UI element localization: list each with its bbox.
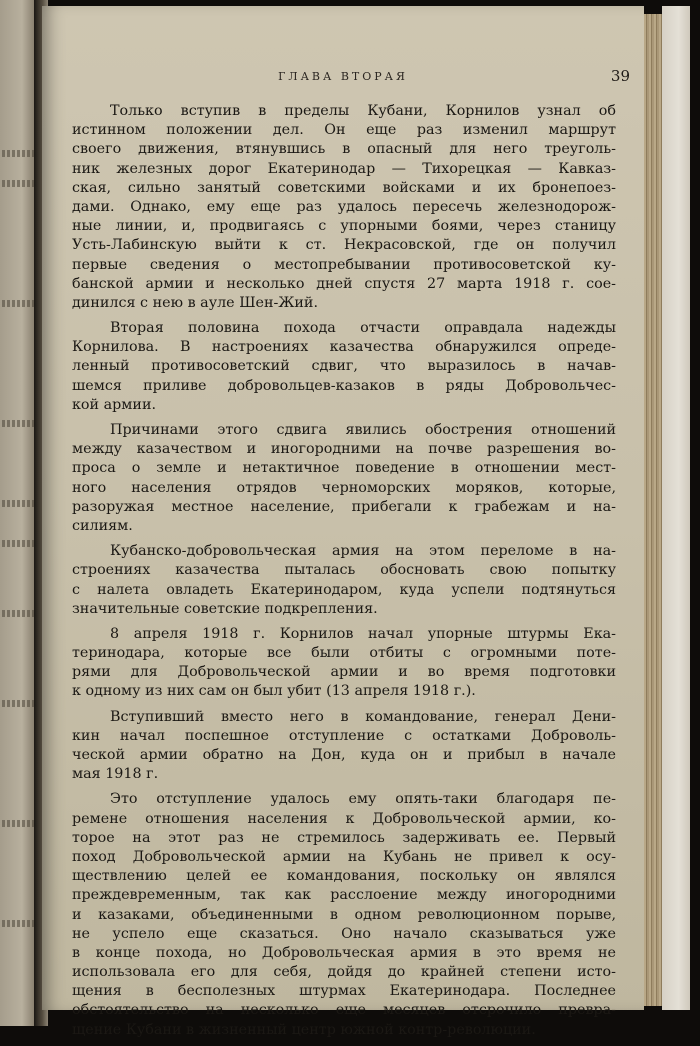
text-line: ществлению целей ее командования, поскольку он являлся [72, 868, 616, 885]
left-page-text-fragment [2, 300, 36, 307]
book-back-cover [662, 6, 690, 1010]
text-line: дами. Однако, ему еще раз удалось пересечь железнодорож- [72, 198, 616, 215]
text-line: торое на этот раз не стремилось задерживать ее. Первый [72, 829, 616, 846]
text-line: с налета овладеть Екатеринодаром, куда успели подтянуться [72, 581, 616, 598]
text-line: между казачеством и иногородними на почве разрешения во- [72, 441, 616, 458]
text-line: шемся приливе добровольцев-казаков в ряды Добровольчес- [72, 377, 616, 394]
text-line: Кубанско-добровольческая армия на этом переломе в на- [110, 543, 616, 560]
text-line: ческой армии обратно на Дон, куда он и прибыл в начале [72, 747, 616, 763]
left-page-text-fragment [2, 420, 36, 427]
text-line: и казаками, объединенными в одном революционном порыве, [72, 906, 616, 923]
text-line: Усть-Лабинскую выйти к ст. Некрасовской, где он получил [72, 237, 616, 254]
book-page [42, 6, 644, 1038]
text-line: к одному из них сам он был убит (13 апреля 1918 г.). [72, 683, 476, 700]
left-page-text-fragment [2, 920, 36, 927]
text-line: ремене отношения населения к Добровольческой армии, ко- [72, 810, 616, 827]
paragraph [72, 790, 616, 1039]
text-line: преждевременным, так как расслоение между иногородними [72, 887, 616, 904]
left-page-text-fragment [2, 610, 36, 617]
page-number: 39 [610, 67, 630, 85]
text-line: ленный противосоветский сдвиг, что выразилось в начав- [72, 358, 616, 375]
page-edges [644, 14, 663, 1006]
paragraph [72, 102, 616, 313]
text-line: щение Кубани в жизненный центр южной контр-революции. [72, 1021, 536, 1038]
text-line: Причинами этого сдвига явились обострения отношений [110, 422, 616, 438]
left-page-text-fragment [2, 150, 36, 157]
text-line: строениях казачества пыталась обосновать свою попытку [72, 562, 616, 579]
text-line: обстоятельство на несколько еще месяцев отсрочило превра- [72, 1002, 616, 1019]
text-line: ник железных дорог Екатеринодар — Тихорецкая — Кавказ- [72, 160, 616, 177]
text-line: кой армии. [72, 396, 157, 413]
text-line: своего движения, втянувшись в опасный для него треуголь- [72, 141, 616, 158]
text-line: щения в бесполезных штурмах Екатеринодара. Последнее [72, 983, 616, 1000]
text-line: кин начал поспешное отступление с остатками Доброволь- [72, 727, 616, 744]
text-line: ного населения отрядов черноморских моряков, которые, [72, 479, 616, 496]
text-line: проса о земле и нетактичное поведение в отношении мест- [72, 460, 616, 477]
left-page-text-fragment [2, 180, 36, 187]
text-line: Только вступив в пределы Кубани, Корнилов узнал об [110, 103, 616, 119]
text-line: значительные советские подкрепления. [72, 600, 378, 617]
text-line: в конце похода, но Добровольческая армия в это время не [72, 944, 616, 961]
text-line: Вступивший вместо него в командование, генерал Дени- [110, 708, 616, 725]
paragraph [72, 625, 616, 702]
text-line: первые сведения о местопребывании противосоветской ку- [72, 256, 616, 273]
paragraph [72, 542, 616, 619]
left-page-text-fragment [2, 540, 36, 547]
text-line: разоружая местное население, прибегали к грабежам и на- [72, 498, 616, 515]
paragraph [72, 421, 616, 536]
text-line: динился с нею в ауле Шен-Жий. [72, 294, 318, 311]
text-line: банской армии и несколько дней спустя 27 марта 1918 г. сое- [72, 275, 616, 292]
text-line: силиям. [72, 517, 133, 534]
text-line: 8 апреля 1918 г. Корнилов начал упорные штурмы Ека- [110, 625, 616, 642]
running-head: ГЛАВА ВТОРАЯ [278, 70, 408, 83]
text-line: использовала его для себя, дойдя до крайней степени исто- [72, 964, 616, 981]
text-line: Вторая половина похода отчасти оправдала надежды [110, 320, 616, 337]
left-page-text-fragment [2, 500, 36, 507]
text-line: ные линии, и, продвигаясь с упорными боями, через станицу [72, 218, 616, 235]
text-line: Это отступление удалось ему опять-таки благодаря пе- [110, 791, 616, 808]
text-line: Корнилова. В настроениях казачества обнаружился опреде- [72, 339, 616, 356]
left-page-text-fragment [2, 820, 36, 827]
body-text [72, 102, 616, 1046]
paragraph [72, 319, 616, 415]
text-line: поход Добровольческой армии на Кубань не привел к осу- [72, 848, 616, 865]
text-line: рями для Добровольческой армии и во время подготовки [72, 664, 616, 681]
text-line: теринодара, которые все были отбиты с огромными поте- [72, 645, 616, 662]
text-line: ская, сильно занятый советскими войсками и их бронепоез- [72, 179, 616, 196]
text-line: мая 1918 г. [72, 766, 159, 783]
paragraph [72, 708, 616, 785]
left-page-text-fragment [2, 700, 36, 707]
text-line: не успело еще сказаться. Оно начало сказываться уже [72, 925, 616, 942]
text-line: истинном положении дел. Он еще раз изменил маршрут [72, 122, 616, 139]
